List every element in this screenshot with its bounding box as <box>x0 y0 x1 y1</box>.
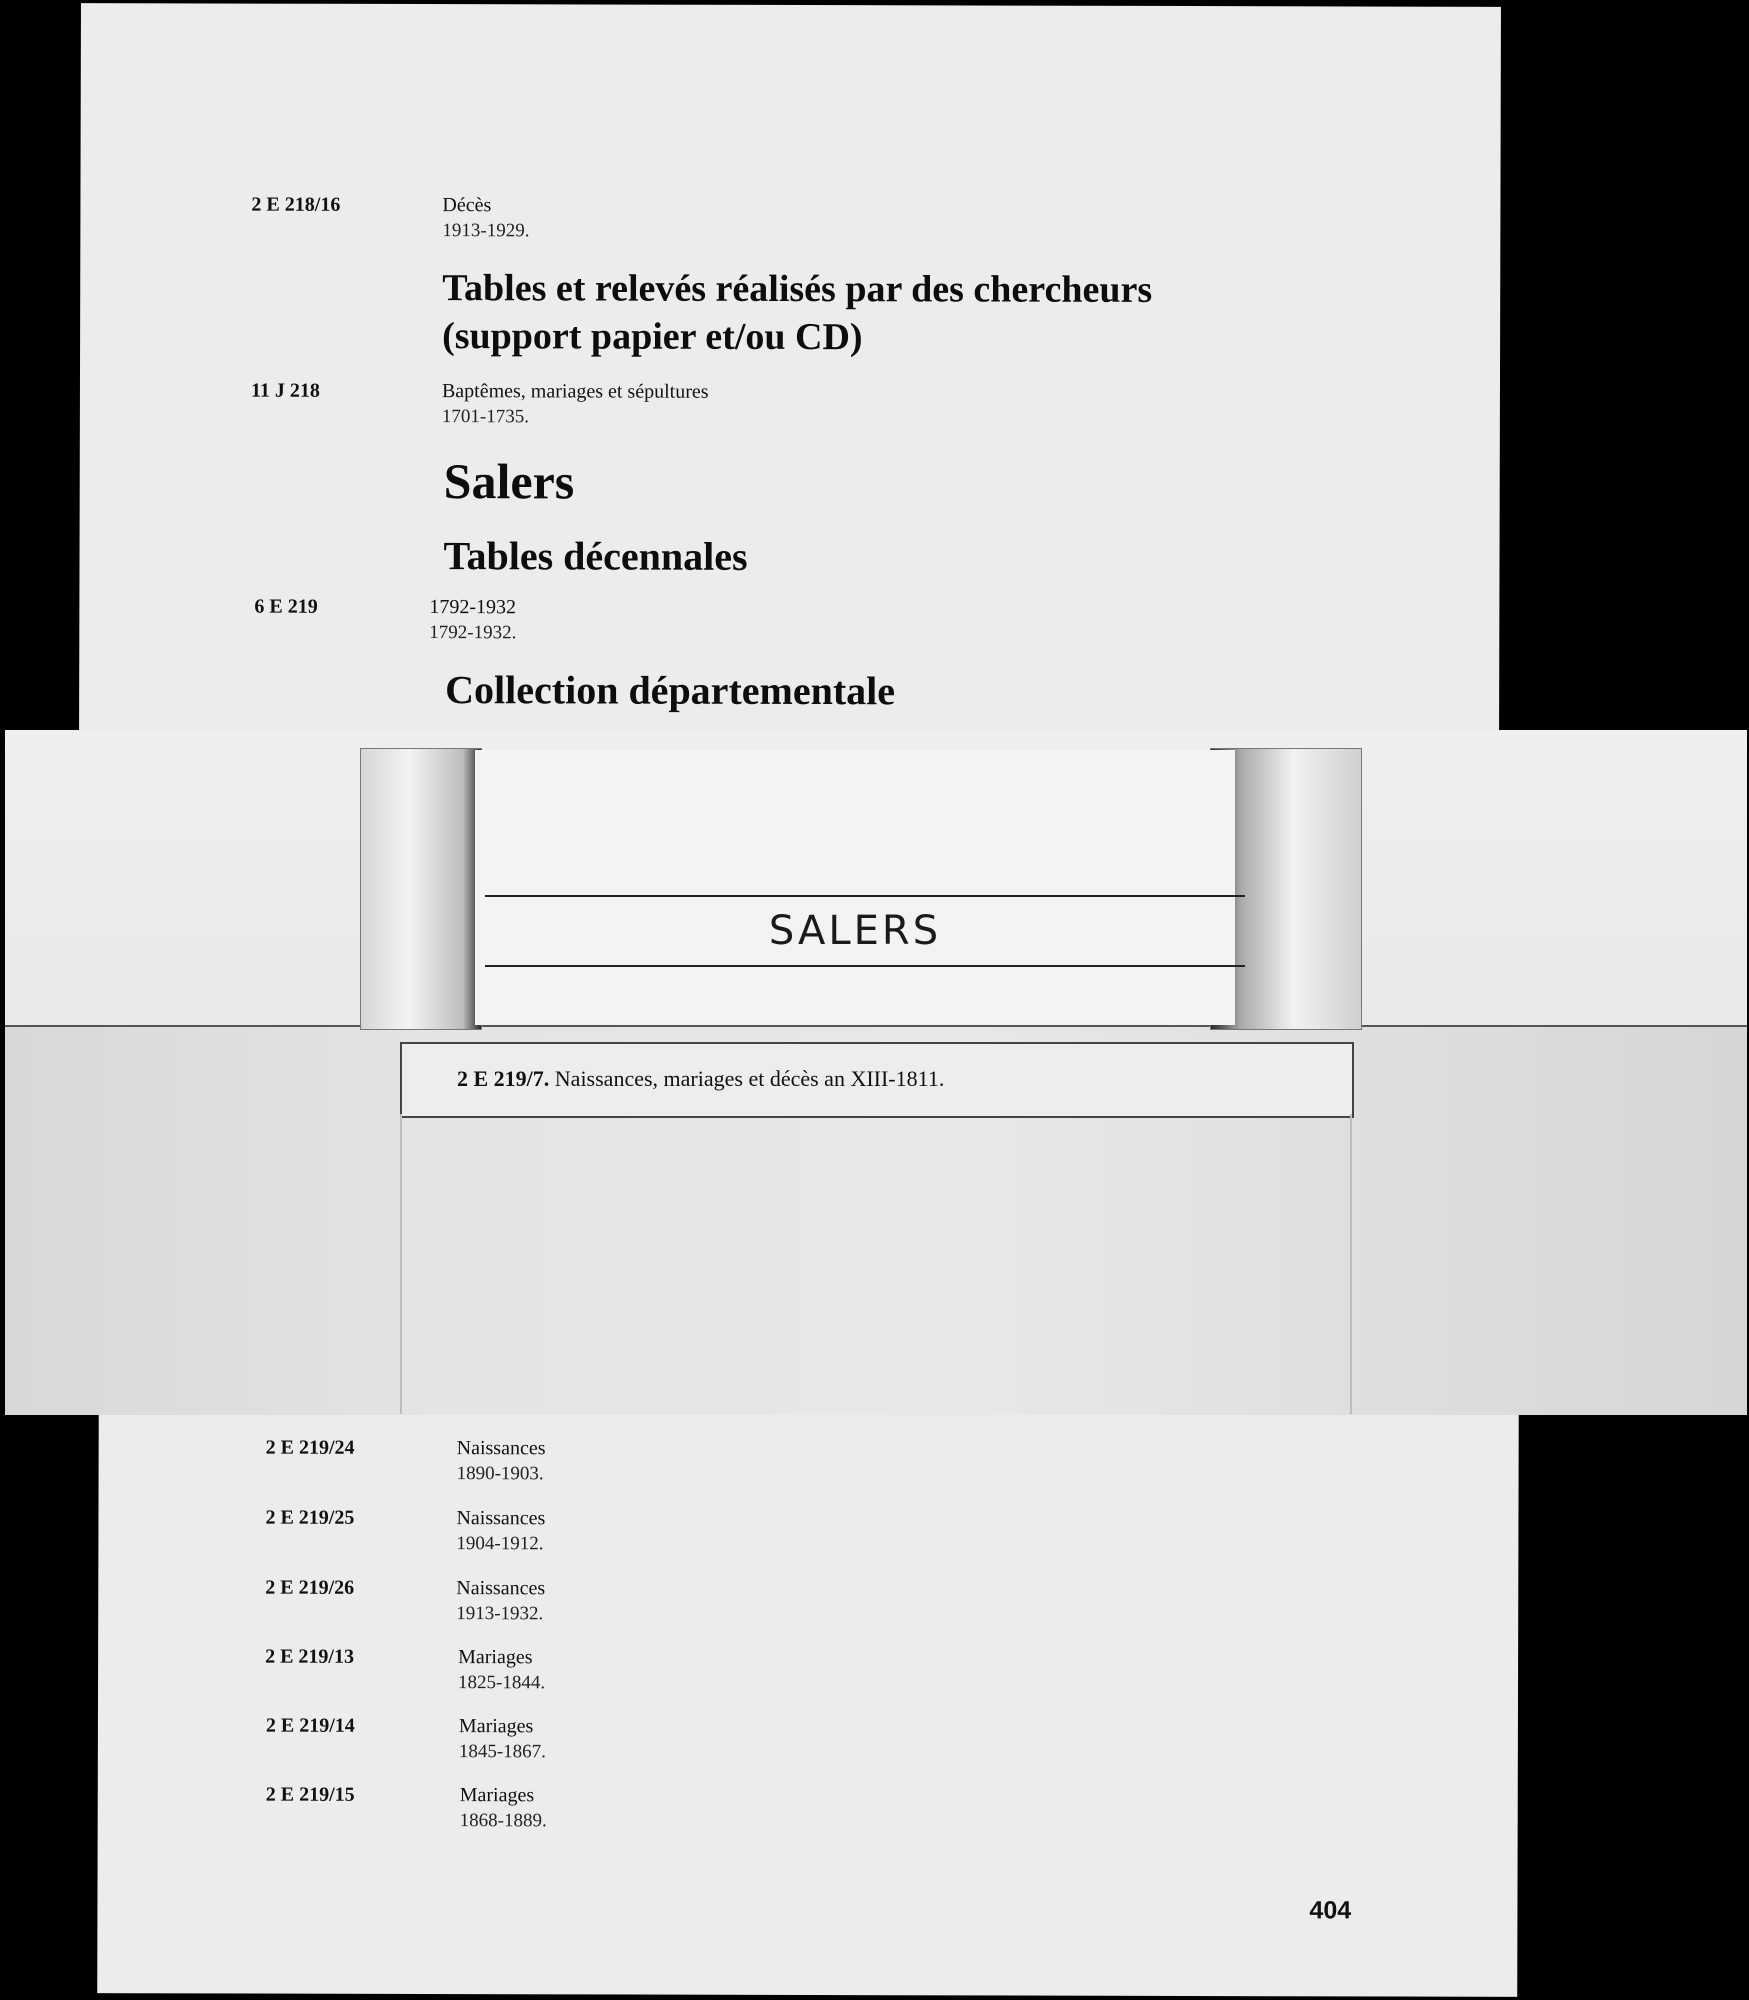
entry-years: 1913-1929. <box>442 220 530 242</box>
entry-years: 1825-1844. <box>458 1672 546 1694</box>
slip-code: 2 E 219/7. <box>457 1066 550 1091</box>
entry-years: 1904-1912. <box>456 1533 544 1555</box>
label-rule <box>485 895 1245 897</box>
entry-years: 1845-1867. <box>458 1741 546 1763</box>
folder-crease <box>400 1114 402 1414</box>
archive-folder <box>5 730 1747 1415</box>
entry-code: 2 E 219/25 <box>265 1506 355 1529</box>
slip-text <box>457 1066 944 1092</box>
label-rule <box>485 965 1245 967</box>
entry-label: 1792-1932 <box>429 596 517 619</box>
section-heading-tables-releves-line1: Tables et relevés réalisés par des chercheurs <box>442 267 1153 311</box>
section-heading-collection: Collection départementale <box>445 667 896 714</box>
entry-label: Mariages <box>459 1784 535 1807</box>
entry-code: 2 E 219/15 <box>265 1783 355 1806</box>
entry-code: 2 E 219/24 <box>265 1436 355 1459</box>
bottom-page <box>97 1398 1519 1997</box>
entry-label: Mariages <box>458 1646 533 1669</box>
section-heading-tables-decennales: Tables décennales <box>443 533 748 579</box>
entry-label: Baptêmes, mariages et sépultures <box>441 380 709 403</box>
adhesive-tape <box>360 748 482 1030</box>
entry-years: 1890-1903. <box>456 1463 544 1485</box>
folder-label-text: SALERS <box>768 908 942 954</box>
top-page <box>79 3 1501 747</box>
entry-code: 2 E 219/13 <box>265 1645 355 1668</box>
entry-code: 2 E 219/14 <box>265 1714 355 1737</box>
entry-label: Décès <box>442 194 492 217</box>
entry-label: Naissances <box>456 1437 546 1460</box>
commune-title: Salers <box>443 453 575 510</box>
entry-code: 2 E 219/26 <box>265 1576 355 1599</box>
entry-code: 11 J 218 <box>250 379 320 402</box>
entry-code: 2 E 218/16 <box>251 193 341 216</box>
slip-description: Naissances, mariages et décès an XIII-1811. <box>554 1066 945 1091</box>
folder-crease <box>1350 1114 1352 1414</box>
entry-code: 6 E 219 <box>254 595 318 618</box>
entry-years: 1868-1889. <box>459 1810 547 1832</box>
page-number: 404 <box>1309 1896 1352 1925</box>
entry-label: Naissances <box>456 1507 546 1530</box>
entry-years: 1701-1735. <box>441 406 529 428</box>
folder-label <box>475 750 1235 1025</box>
folder-slip <box>400 1042 1354 1118</box>
entry-label: Naissances <box>456 1577 546 1600</box>
entry-label: Mariages <box>458 1715 534 1738</box>
entry-years: 1792-1932. <box>429 622 517 644</box>
section-heading-tables-releves-line2: (support papier et/ou CD) <box>442 315 863 359</box>
entry-years: 1913-1932. <box>456 1603 544 1625</box>
